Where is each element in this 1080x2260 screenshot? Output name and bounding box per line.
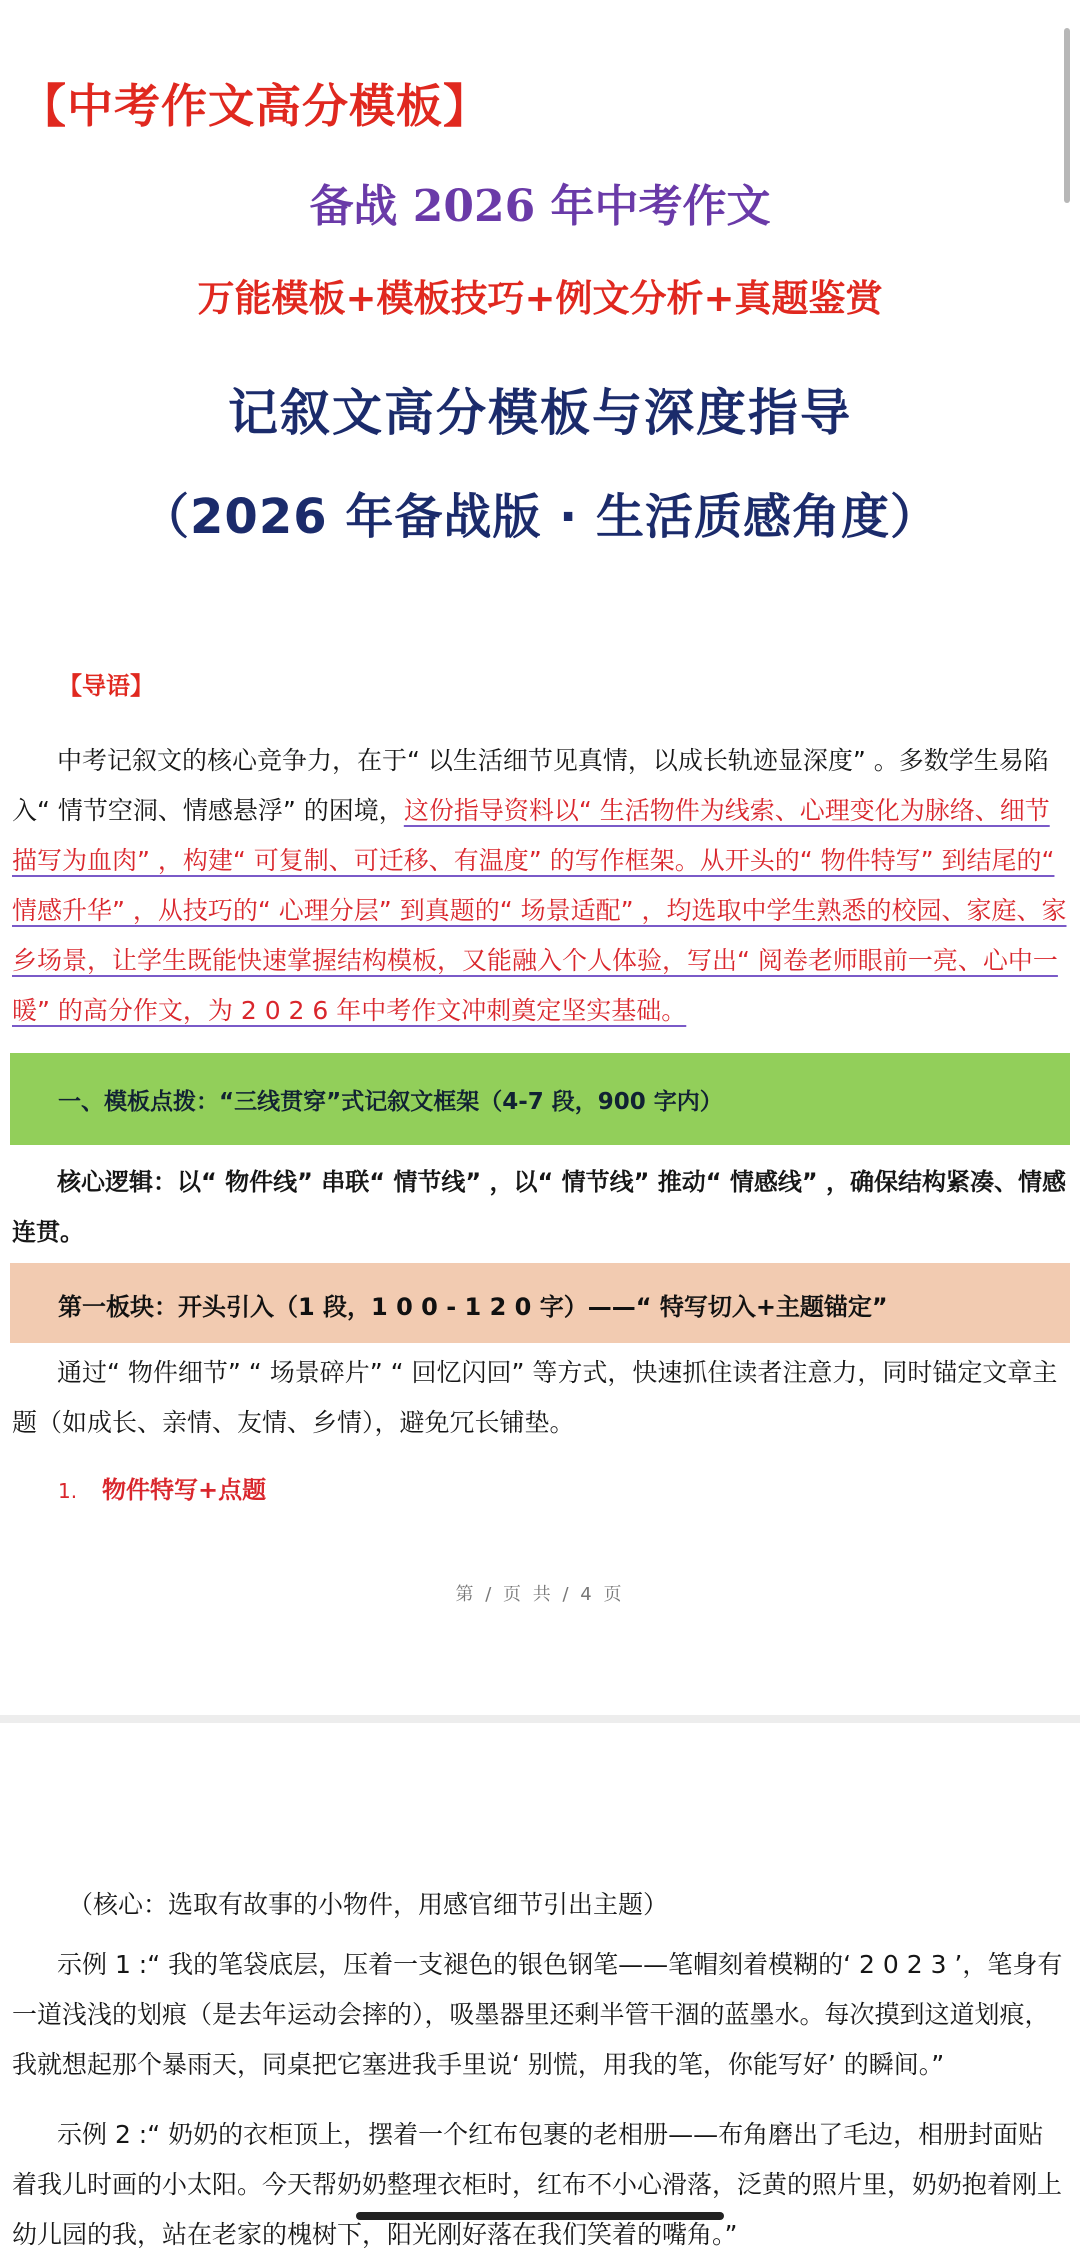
section-heading-band bbox=[10, 1053, 1070, 1145]
block-heading-band bbox=[10, 1263, 1070, 1343]
block1-heading: 第一板块：开头引入（1 段，1 0 0 - 1 2 0 字）——“ 特写切入+主题锚定” bbox=[58, 1293, 888, 1321]
subtitle-purple: 备战 2026 年中考作文 bbox=[309, 181, 771, 232]
intro-plain-text: 中考记叙文的核心竞争力，在于“ 以生活细节见真情，以成长轨迹显深度” 。多数学生易陷入“ 情节空洞、情感悬浮” 的困境， bbox=[12, 746, 1049, 825]
intro-label: 【导语】 bbox=[58, 672, 154, 700]
list-item-label: 物件特写+点题 bbox=[102, 1476, 267, 1504]
main-title: 记叙文高分模板与深度指导 bbox=[228, 384, 852, 442]
scrollbar-thumb[interactable] bbox=[1064, 28, 1070, 203]
intro-paragraph bbox=[12, 736, 1068, 1036]
page-separator bbox=[0, 1715, 1080, 1723]
block1-description: 通过“ 物件细节” “ 场景碎片” “ 回忆闪回” 等方式，快速抓住读者注意力，同时锚定文章主题（如成长、亲情、友情、乡情），避免冗长铺垫。 bbox=[12, 1358, 1058, 1437]
example-1-paragraph: 示例 1 :“ 我的笔袋底层，压着一支褪色的银色钢笔——笔帽刻着模糊的‘ 2 0 2 3 ’，笔身有一道浅浅的划痕（是去年运动会摔的），吸墨器里还剩半管干涸的蓝墨水。每次摸到这道划痕，我就想起那个暴雨天，同桌把它塞进我手里说‘ 别慌，用我的笔，你能写好’ 的瞬间。” bbox=[12, 1950, 1063, 2079]
example-2-paragraph: 示例 2 :“ 奶奶的衣柜顶上，摆着一个红布包裹的老相册——布角磨出了毛边，相册封面贴着我儿时画的小太阳。今天帮奶奶整理衣柜时，红布不小心滑落，泛黄的照片里，奶奶抱着刚上幼儿园的我，站在老家的槐树下，阳光刚好落在我们笑着的嘴角。” bbox=[12, 2120, 1063, 2249]
list-item bbox=[58, 1470, 266, 1505]
page-footer: 第 / 页 共 / 4 页 bbox=[455, 1584, 625, 1605]
top-title: 【中考作文高分模板】 bbox=[20, 79, 490, 133]
home-indicator[interactable] bbox=[356, 2212, 724, 2220]
list-item-number: 1. bbox=[58, 1479, 78, 1503]
intro-highlight-text: 这份指导资料以“ 生活物件为线索、心理变化为脉络、细节描写为血肉” ，构建“ 可复制、可迁移、有温度” 的写作框架。从开头的“ 物件特写” 到结尾的“ 情感升华” ，从技巧的“ 心理分层” 到真题的“ 场景适配” ，均选取中学生熟悉的校园、家庭、家乡场景，让学生既能快速掌握结构模板，又能融入个人体验，写出“ 阅卷老师眼前一亮、心中一暖” 的高分作文，为 2 0 2 6 年中考作文冲刺奠定坚实基础。 bbox=[12, 796, 1067, 1025]
core-logic-paragraph: 核心逻辑：以“ 物件线” 串联“ 情节线” ，以“ 情节线” 推动“ 情感线” ，确保结构紧凑、情感连贯。 bbox=[12, 1168, 1067, 1246]
core-note: （核心：选取有故事的小物件，用感官细节引出主题） bbox=[68, 1890, 669, 1919]
main-subtitle: （2026 年备战版 · 生活质感角度） bbox=[141, 489, 939, 545]
subtitle-red: 万能模板+模板技巧+例文分析+真题鉴赏 bbox=[197, 277, 883, 320]
section1-heading: 一、模板点拨：“三线贯穿”式记叙文框架（4-7 段，900 字内） bbox=[58, 1089, 723, 1115]
